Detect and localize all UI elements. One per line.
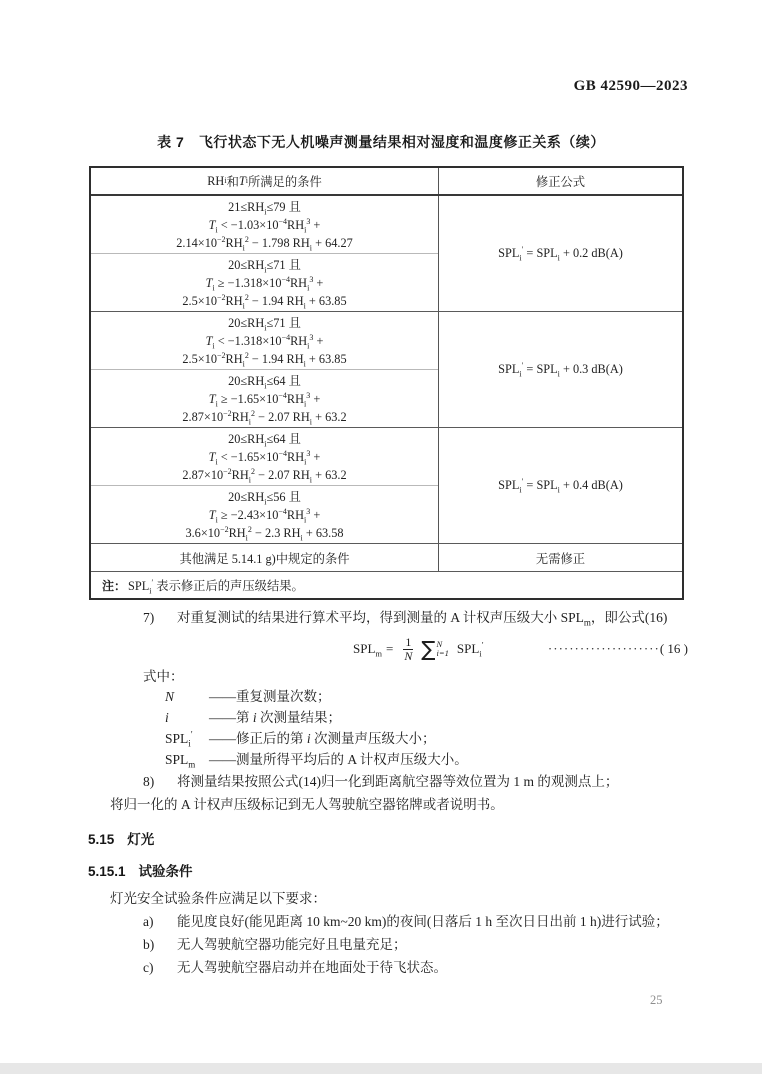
list-item-7 (143, 608, 667, 628)
equation-16-math (353, 630, 484, 668)
condition-cell: $20\le RH_i\le 71$ 且 $T_i < -1.318\times 10^{-4}RH_i^3$ + $2.5\times 10^{-2}RH_i^2 - 1.94$ $RH_i + 63.85$ (182, 315, 347, 368)
section-heading-5-15 (88, 828, 154, 848)
eq16-sum-limits: N i=1 (436, 639, 449, 658)
note-label: 注： (102, 578, 127, 593)
table-header-row (91, 168, 682, 196)
page-number: 25 (650, 993, 663, 1007)
eq16-fraction: $\frac{1}{N}$ (404, 634, 413, 663)
section-number: 5.15 (88, 832, 115, 847)
table-group-row (91, 196, 682, 312)
column-header-condition: RH i 和 T i 所满足的条件 (91, 168, 439, 194)
scan-page-edge (0, 1063, 762, 1074)
condition-cell: $20\le RH_i\le 64$ 且 $T_i < -1.65\times 10^{-4}RH_i^3$ + $2.87\times 10^{-2}RH_i^2 - 2.07$ $RH_i + 63.2$ (182, 431, 347, 484)
correction-formula: $SPL_i' = SPL_i + 0.3$ dB(A) (498, 360, 623, 379)
eq16-lhs: $SPL_m$ (353, 641, 383, 659)
correction-formula: $SPL_i' = SPL_i + 0.4$ dB(A) (498, 476, 623, 495)
section-title: 试验条件 (138, 864, 193, 879)
item-7-text: 对重复测试的结果进行算术平均，得到测量的 A 计权声压级大小 $SPL_m$，即公式(16) (177, 610, 668, 628)
fallback-condition: 其他满足 5.14.1 g)中规定的条件 (91, 544, 439, 571)
list-item-8 (143, 772, 618, 792)
table-title: 表 7 飞行状态下无人机噪声测量结果相对湿度和温度修正关系（续） (157, 134, 605, 150)
item-8-label: 8) (143, 774, 155, 789)
definition-row: i ——第 i 次测量结果； (165, 710, 342, 725)
correction-formula: $SPL_i' = SPL_i + 0.2$ dB(A) (498, 244, 623, 263)
lighting-intro: 灯光安全试验条件应满足以下要求： (110, 891, 326, 906)
note-text: $SPL_i'$ 表示修正后的声压级结果。 (128, 577, 304, 596)
section-number: 5.15.1 (88, 864, 126, 879)
section-title: 灯光 (127, 832, 155, 847)
condition-cell: $20\le RH_i\le 64$ 且 $T_i \ge -1.65\times 10^{-4}RH_i^3$ + $2.87\times 10^{-2}RH_i^2 - 2.07$ $RH_i + 63.2$ (91, 369, 438, 427)
condition-cell: $20\le RH_i\le 71$ 且 $T_i \ge -1.318\times 10^{-4}RH_i^3$ + $2.5\times 10^{-2}RH_i^2 - 1.94$ $RH_i + 63.85$ (91, 253, 438, 311)
item-8-continued: 将归一化的 A 计权声压级标记到无人驾驶航空器铭牌或者说明书。 (110, 797, 504, 812)
eq16-number: ( 16 ) (659, 641, 688, 656)
table-group-row (91, 312, 682, 428)
symbol-definitions (165, 686, 468, 770)
table-fallback-row (91, 544, 682, 572)
summation-icon: ∑ (421, 636, 436, 661)
standard-code-header: GB 42590—2023 (573, 78, 688, 94)
definition-row: $SPL_m$ ——测量所得平均后的 A 计权声压级大小。 (165, 752, 468, 770)
section-heading-5-15-1 (88, 860, 193, 880)
definition-row: $SPL_i'$ ——修正后的第 i 次测量声压级大小； (165, 729, 436, 749)
table-note-row (91, 572, 682, 598)
where-label: 式中： (143, 669, 184, 684)
item-8-text: 将测量结果按照公式(14)归一化到距离航空器等效位置为 1 m 的观测点上； (177, 774, 619, 789)
condition-cell: $20\le RH_i\le 56$ 且 $T_i \ge -2.43\times 10^{-4}RH_i^3$ + $3.6\times 10^{-2}RH_i^2 - 2.3$ $RH_i + 63.58$ (91, 485, 438, 543)
lighting-item-c: c) 无人驾驶航空器启动并在地面处于待飞状态。 (143, 960, 447, 975)
equation-16 (143, 630, 688, 668)
item-7-label: 7) (143, 610, 155, 625)
eq16-equals: = (386, 641, 394, 656)
table-group-row (91, 428, 682, 544)
eq16-term: $SPL_i'$ (456, 639, 484, 659)
column-header-formula: 修正公式 (535, 175, 586, 189)
equation-16-number (548, 630, 688, 668)
lighting-item-a: a) 能见度良好(能见距离 10 km~20 km)的夜间(日落后 1 h 至次日日出前 1 h)进行试验； (143, 914, 669, 929)
fallback-formula: 无需修正 (535, 551, 586, 566)
condition-cell: $21\le RH_i\le 79$ 且 $T_i < -1.03\times 10^{-4}RH_i^3$ + $2.14\times 10^{-2}RH_i^2 - 1.798$ $RH_i + 64.27$ (176, 199, 353, 252)
correction-table (89, 166, 684, 600)
dotted-leaders: ····················· (547, 641, 660, 656)
lighting-item-b: b) 无人驾驶航空器功能完好且电量充足； (143, 937, 407, 952)
definition-row: N ——重复测量次数； (165, 689, 331, 704)
